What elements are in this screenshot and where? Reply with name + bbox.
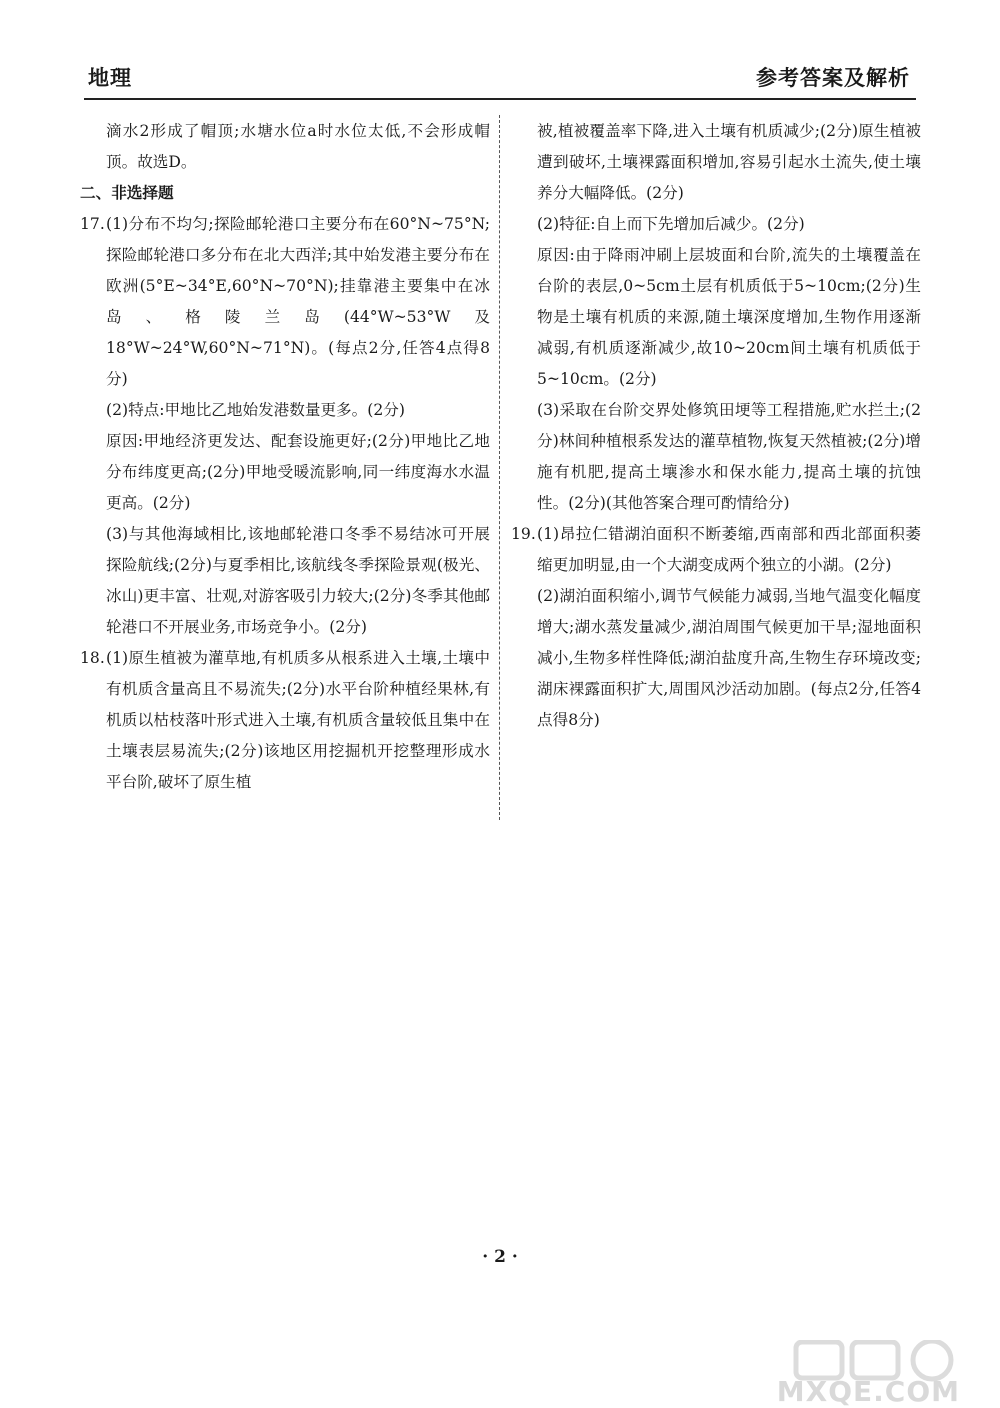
right-column <box>511 116 921 736</box>
question-number: 17. <box>80 215 105 233</box>
q16-continuation: 滴水2形成了帽顶;水塘水位a时水位太低,不会形成帽顶。故选D。 <box>106 122 490 171</box>
page-number: · 2 · <box>482 1247 518 1267</box>
q18-part2: (2)特征:自上而下先增加后减少。(2分) <box>537 215 805 233</box>
q17-part1: (1)分布不均匀;探险邮轮港口主要分布在60°N~75°N;探险邮轮港口多分布在北大西洋;其中始发港主要分布在欧洲(5°E~34°E,60°N~70°N);挂靠港主要集中在冰岛、格陵兰岛(44°W~53°W及18°W~24°W,60°N~71°N)。(每点2分,任答4点得8分) <box>106 215 490 388</box>
left-column <box>80 116 490 798</box>
question-18 <box>80 643 490 798</box>
watermark-site-text: MXQE.COM <box>776 1375 960 1408</box>
q18-part1: (1)原生植被为灌草地,有机质多从根系进入土壤,土壤中有机质含量高且不易流失;(2分)水平台阶种植经果林,有机质以枯枝落叶形式进入土壤,有机质含量较低且集中在土壤表层易流失;(2分)该地区用挖掘机开挖整理形成水平台阶,破坏了原生植 <box>106 649 490 791</box>
q18-part1-continuation: 被,植被覆盖率下降,进入土壤有机质减少;(2分)原生植被遭到破坏,土壤裸露面积增加,容易引起水土流失,使土壤养分大幅降低。(2分) <box>537 122 921 202</box>
question-17 <box>80 209 490 643</box>
question-19 <box>511 519 921 736</box>
question-number: 19. <box>511 525 536 543</box>
q17-part2: (2)特点:甲地比乙地始发港数量更多。(2分) <box>106 401 405 419</box>
answer-key-title: 参考答案及解析 <box>756 66 910 90</box>
q17-part2-reason: 原因:甲地经济更发达、配套设施更好;(2分)甲地比乙地分布纬度更高;(2分)甲地受暖流影响,同一纬度海水水温更高。(2分) <box>106 432 490 512</box>
q18-part2-reason: 原因:由于降雨冲刷上层坡面和台阶,流失的土壤覆盖在台阶的表层,0~5cm土层有机质低于5~10cm;(2分)生物是土壤有机质的来源,随土壤深度增加,生物作用逐渐减弱,有机质逐渐减少,故10~20cm间土壤有机质低于5~10cm。(2分) <box>537 246 921 388</box>
q18-part3: (3)采取在台阶交界处修筑田埂等工程措施,贮水拦土;(2分)林间种植根系发达的灌草植物,恢复天然植被;(2分)增施有机肥,提高土壤渗水和保水能力,提高土壤的抗蚀性。(2分)(其他答案合理可酌情给分) <box>537 401 921 512</box>
q19-part2: (2)湖泊面积缩小,调节气候能力减弱,当地气温变化幅度增大;湖水蒸发量减少,湖泊周围气候更加干旱;湿地面积减小,生物多样性降低;湖泊盐度升高,生物生存环境改变;湖床裸露面积扩大,周围风沙活动加剧。(每点2分,任答4点得8分) <box>537 587 921 729</box>
q17-part3: (3)与其他海域相比,该地邮轮港口冬季不易结冰可开展探险航线;(2分)与夏季相比,该航线冬季探险景观(极光、冰山)更丰富、壮观,对游客吸引力较大;(2分)冬季其他邮轮港口不开展业务,市场竞争小。(2分) <box>106 525 490 636</box>
header-rule <box>84 98 916 100</box>
section-heading: 二、非选择题 <box>80 184 174 202</box>
subject-header: 地理 <box>88 66 132 90</box>
question-number: 18. <box>80 649 105 667</box>
column-divider <box>499 115 500 820</box>
q19-part1: (1)昂拉仁错湖泊面积不断萎缩,西南部和西北部面积萎缩更加明显,由一个大湖变成两个独立的小湖。(2分) <box>537 525 921 574</box>
